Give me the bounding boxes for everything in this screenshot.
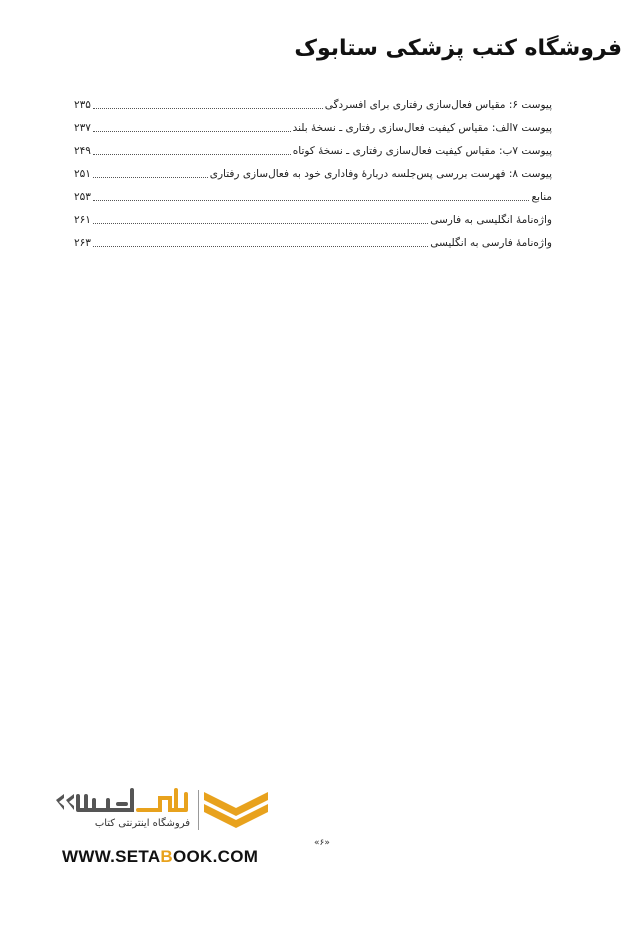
toc-entry bbox=[74, 181, 552, 204]
toc-entry-page: ۲۴۹ bbox=[74, 145, 91, 157]
toc-leader-dots bbox=[93, 199, 530, 201]
toc-leader-dots bbox=[93, 107, 323, 109]
toc-leader-dots bbox=[93, 130, 291, 132]
toc-entry-label: واژه‌نامهٔ انگلیسی به فارسی bbox=[430, 214, 552, 226]
toc-entry-page: ۲۶۱ bbox=[74, 214, 91, 226]
book-emblem-icon bbox=[204, 792, 268, 828]
toc-entry bbox=[74, 112, 552, 135]
toc-entry-label: پیوست ۸: فهرست بررسی پس‌جلسه دربارهٔ وفاداری خود به فعال‌سازی رفتاری bbox=[209, 168, 552, 180]
url-suffix: OOK.COM bbox=[172, 847, 259, 866]
toc-entry-label: واژه‌نامهٔ فارسی به انگلیسی bbox=[430, 237, 552, 249]
table-of-contents bbox=[74, 89, 552, 250]
toc-entry-label: منابع bbox=[531, 191, 552, 203]
toc-entry bbox=[74, 89, 552, 112]
toc-entry-page: ۲۳۷ bbox=[74, 122, 91, 134]
toc-entry bbox=[74, 158, 552, 181]
toc-leader-dots bbox=[93, 245, 428, 247]
page-number: «۶» bbox=[314, 838, 330, 848]
logo-divider bbox=[198, 790, 199, 830]
toc-entry-page: ۲۵۱ bbox=[74, 168, 91, 180]
page-title: فروشگاه کتب پزشکی ستابوک bbox=[294, 36, 622, 61]
toc-leader-dots bbox=[93, 153, 291, 155]
toc-entry bbox=[74, 204, 552, 227]
toc-leader-dots bbox=[93, 176, 208, 178]
toc-entry-label: پیوست ۶: مقیاس فعال‌سازی رفتاری برای افسردگی bbox=[324, 99, 552, 111]
toc-entry bbox=[74, 135, 552, 158]
toc-entry-label: پیوست ۷ب: مقیاس کیفیت فعال‌سازی رفتاری ـ نسخهٔ کوتاه bbox=[292, 145, 552, 157]
logo-wordmark-mark bbox=[78, 790, 132, 810]
url-accent: B bbox=[160, 847, 173, 866]
toc-entry-page: ۲۳۵ bbox=[74, 99, 91, 111]
toc-entry-label: پیوست ۷الف: مقیاس کیفیت فعال‌سازی رفتاری ـ نسخهٔ بلند bbox=[292, 122, 552, 134]
logo-chevrons-icon bbox=[56, 794, 74, 810]
toc-entry-page: ۲۶۳ bbox=[74, 237, 91, 249]
toc-entry bbox=[74, 227, 552, 250]
toc-entry-page: ۲۵۳ bbox=[74, 191, 91, 203]
url-prefix: WWW.SETA bbox=[62, 847, 161, 866]
toc-leader-dots bbox=[93, 222, 428, 224]
logo-subtitle: فروشگاه اینترنتی کتاب bbox=[94, 818, 190, 829]
website-url[interactable] bbox=[62, 847, 258, 867]
logo-wordmark-accent bbox=[138, 790, 186, 810]
